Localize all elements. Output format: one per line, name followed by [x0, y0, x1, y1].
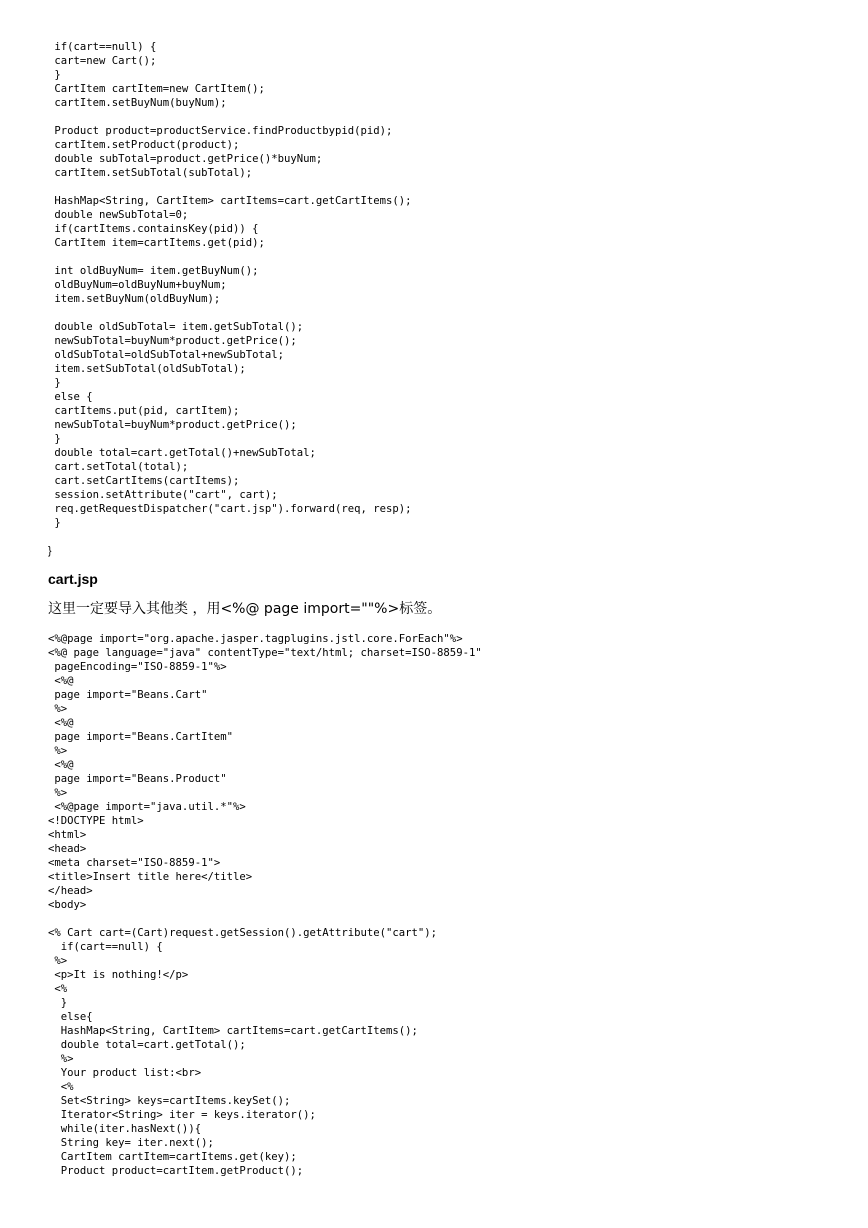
jsp-code-block: [48, 632, 482, 1178]
code-line: <%@: [48, 675, 74, 687]
code-line: Product product=productService.findProductbypid(pid);: [48, 125, 393, 137]
code-line: <head>: [48, 843, 87, 855]
code-line: while(iter.hasNext()){: [48, 1123, 202, 1135]
code-line: <%@: [48, 759, 74, 771]
code-line: <%: [48, 983, 68, 995]
code-line: [48, 110, 412, 124]
code-line: if(cart==null) {: [48, 41, 157, 53]
code-line: newSubTotal=buyNum*product.getPrice();: [48, 335, 297, 347]
section-note: 这里一定要导入其他类 ，用<%@ page import=""%>标签。: [48, 601, 442, 617]
code-line: <!DOCTYPE html>: [48, 815, 144, 827]
code-line: page import="Beans.Product": [48, 773, 227, 785]
code-line: session.setAttribute("cart", cart);: [48, 489, 278, 501]
code-line: page import="Beans.Cart": [48, 689, 208, 701]
code-line: cartItem.setProduct(product);: [48, 139, 240, 151]
code-line: pageEncoding="ISO-8859-1"%>: [48, 661, 227, 673]
code-line: double oldSubTotal= item.getSubTotal();: [48, 321, 304, 333]
code-line: Product product=cartItem.getProduct();: [48, 1165, 304, 1177]
code-line: CartItem cartItem=new CartItem();: [48, 83, 265, 95]
code-line: %>: [48, 703, 68, 715]
code-line: [48, 912, 482, 926]
code-line: if(cart==null) {: [48, 941, 163, 953]
code-line: }: [48, 997, 68, 1009]
code-line: cartItems.put(pid, cartItem);: [48, 405, 240, 417]
code-line: page import="Beans.CartItem": [48, 731, 233, 743]
section-heading: cart.jsp: [48, 571, 98, 587]
code-line: else{: [48, 1011, 93, 1023]
code-line: cart.setTotal(total);: [48, 461, 189, 473]
java-code-block: [48, 40, 412, 530]
code-line: <% Cart cart=(Cart)request.getSession().getAttribute("cart");: [48, 927, 438, 939]
code-line: item.setSubTotal(oldSubTotal);: [48, 363, 246, 375]
code-line: [48, 250, 412, 264]
code-line: }: [48, 377, 61, 389]
code-line: CartItem item=cartItems.get(pid);: [48, 237, 265, 249]
code-line: <body>: [48, 899, 87, 911]
code-line: <meta charset="ISO-8859-1">: [48, 857, 221, 869]
code-line: if(cartItems.containsKey(pid)) {: [48, 223, 259, 235]
code-line: %>: [48, 787, 68, 799]
code-line: oldSubTotal=oldSubTotal+newSubTotal;: [48, 349, 284, 361]
code-line: double total=cart.getTotal();: [48, 1039, 246, 1051]
code-line: <p>It is nothing!</p>: [48, 969, 189, 981]
code-line: CartItem cartItem=cartItems.get(key);: [48, 1151, 297, 1163]
code-line: <%@ page language="java" contentType="text/html; charset=ISO-8859-1": [48, 647, 482, 659]
code-line: cart.setCartItems(cartItems);: [48, 475, 240, 487]
code-line: double newSubTotal=0;: [48, 209, 189, 221]
code-line: %>: [48, 955, 68, 967]
code-line: else {: [48, 391, 93, 403]
code-line: <%@page import="org.apache.jasper.tagplugins.jstl.core.ForEach"%>: [48, 633, 463, 645]
code-line: <%: [48, 1081, 74, 1093]
code-line: <title>Insert title here</title>: [48, 871, 253, 883]
code-line: req.getRequestDispatcher("cart.jsp").forward(req, resp);: [48, 503, 412, 515]
code-line: Iterator<String> iter = keys.iterator();: [48, 1109, 316, 1121]
code-line: newSubTotal=buyNum*product.getPrice();: [48, 419, 297, 431]
code-line: cartItem.setBuyNum(buyNum);: [48, 97, 227, 109]
code-line: %>: [48, 1053, 74, 1065]
code-line: [48, 306, 412, 320]
code-line: cartItem.setSubTotal(subTotal);: [48, 167, 253, 179]
code-line: double subTotal=product.getPrice()*buyNum;: [48, 153, 323, 165]
code-line: String key= iter.next();: [48, 1137, 214, 1149]
code-line: <%@: [48, 717, 74, 729]
code-line: %>: [48, 745, 68, 757]
code-line: <%@page import="java.util.*"%>: [48, 801, 246, 813]
code-line: item.setBuyNum(oldBuyNum);: [48, 293, 221, 305]
code-line: <html>: [48, 829, 87, 841]
code-line: int oldBuyNum= item.getBuyNum();: [48, 265, 259, 277]
closing-brace: }: [48, 545, 52, 557]
code-line: </head>: [48, 885, 93, 897]
code-line: double total=cart.getTotal()+newSubTotal;: [48, 447, 316, 459]
code-line: }: [48, 69, 61, 81]
code-line: Set<String> keys=cartItems.keySet();: [48, 1095, 291, 1107]
code-line: }: [48, 433, 61, 445]
code-line: Your product list:<br>: [48, 1067, 202, 1079]
code-line: HashMap<String, CartItem> cartItems=cart.getCartItems();: [48, 195, 412, 207]
code-line: [48, 180, 412, 194]
code-line: cart=new Cart();: [48, 55, 157, 67]
code-line: }: [48, 517, 61, 529]
code-line: oldBuyNum=oldBuyNum+buyNum;: [48, 279, 227, 291]
code-line: HashMap<String, CartItem> cartItems=cart.getCartItems();: [48, 1025, 418, 1037]
